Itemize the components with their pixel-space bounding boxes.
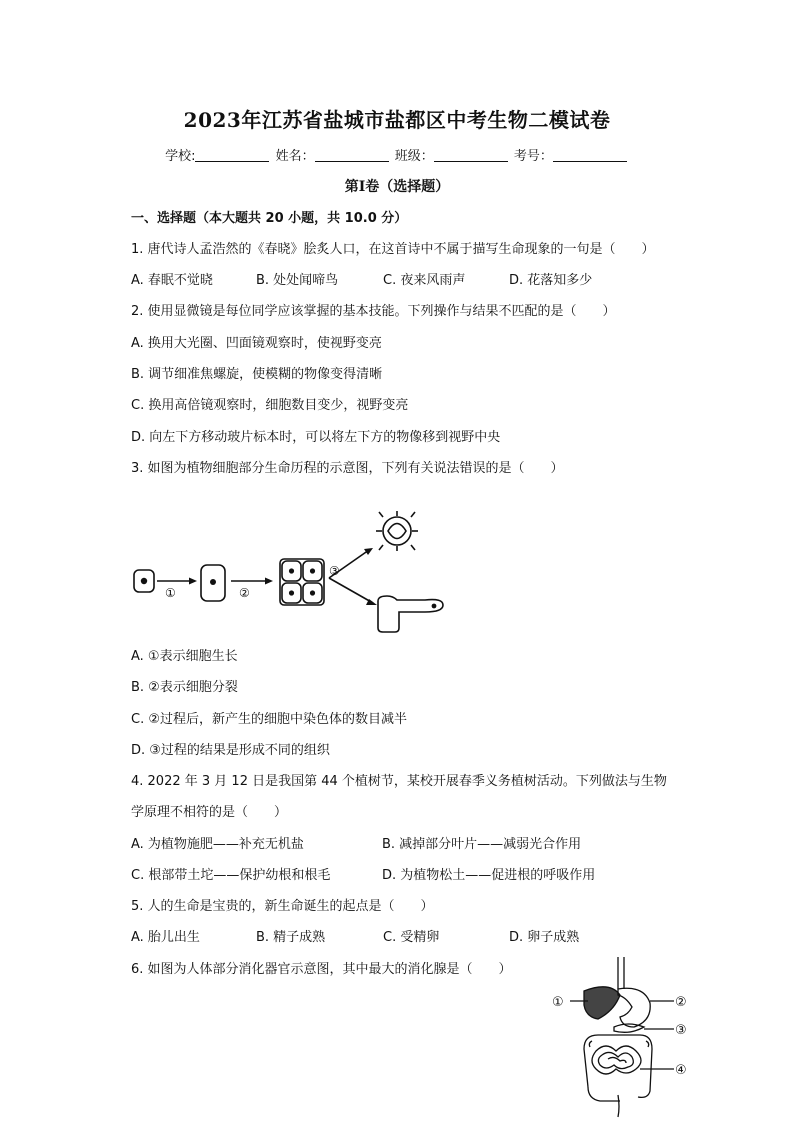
fig6-label-3: ③: [675, 1023, 687, 1038]
q4-option-a: A. 为植物施肥——补充无机盐: [131, 837, 304, 852]
q2-option-b: B. 调节细准焦螺旋，使模糊的物像变得清晰: [131, 367, 383, 382]
q2-option-c: C. 换用高倍镜观察时，细胞数目变少，视野变亮: [131, 398, 409, 413]
exam-no-label: 考号：: [513, 149, 553, 164]
fig3-label-3: ③: [329, 564, 340, 578]
question-4-stem: 4. 2022 年 3 月 12 日是我国第 44 个植树节，某校开展春季义务植树活动。下列做法与生物: [131, 774, 667, 789]
q5-option-d: D. 卵子成熟: [509, 930, 580, 945]
q1-option-b: B. 处处闻啼鸟: [256, 273, 339, 288]
fig6-label-1: ①: [552, 995, 564, 1010]
class-blank: [434, 147, 508, 162]
question-5-stem: 5. 人的生命是宝贵的，新生命诞生的起点是（ ）: [131, 899, 434, 914]
q4-option-c: C. 根部带土坨——保护幼根和根毛: [131, 868, 331, 883]
fig3-label-1: ①: [165, 586, 176, 600]
q3-option-a: A. ①表示细胞生长: [131, 649, 238, 664]
school-label: 学校:: [165, 149, 196, 164]
q3-option-b: B. ②表示细胞分裂: [131, 680, 238, 695]
question-2-stem: 2. 使用显微镜是每位同学应该掌握的基本技能。下列操作与结果不匹配的是（ ）: [131, 304, 616, 319]
digestive-system-figure: [548, 955, 698, 1120]
q5-option-b: B. 精子成熟: [256, 930, 326, 945]
q4-option-b: B. 减掉部分叶片——减弱光合作用: [382, 837, 582, 852]
student-info-line: [0, 145, 794, 164]
section-title: 第I卷（选择题）: [344, 179, 450, 195]
cell-life-cycle-figure: [125, 508, 455, 638]
q5-option-c: C. 受精卵: [383, 930, 440, 945]
q2-option-a: A. 换用大光圈、凹面镜观察时，使视野变亮: [131, 336, 382, 351]
fig6-label-4: ④: [675, 1063, 687, 1078]
page-title: 2023年江苏省盐城市盐都区中考生物二模试卷: [183, 108, 611, 132]
part-heading: 一、选择题（本大题共 20 小题，共 10.0 分）: [131, 211, 408, 226]
q2-option-d: D. 向左下方移动玻片标本时，可以将左下方的物像移到视野中央: [131, 430, 501, 445]
q3-option-c: C. ②过程后，新产生的细胞中染色体的数目减半: [131, 712, 407, 727]
q1-option-d: D. 花落知多少: [509, 273, 593, 288]
name-label: 姓名：: [275, 149, 315, 164]
q1-option-a: A. 春眠不觉晓: [131, 273, 213, 288]
class-label: 班级：: [394, 149, 434, 164]
q5-option-a: A. 胎儿出生: [131, 930, 200, 945]
q3-option-d: D. ③过程的结果是形成不同的组织: [131, 743, 330, 758]
q4-option-d: D. 为植物松土——促进根的呼吸作用: [382, 868, 596, 883]
fig3-label-2: ②: [239, 586, 250, 600]
question-1-stem: 1. 唐代诗人孟浩然的《春晓》脍炙人口，在这首诗中不属于描写生命现象的一句是（ ）: [131, 242, 655, 257]
name-blank: [315, 147, 389, 162]
question-3-stem: 3. 如图为植物细胞部分生命历程的示意图，下列有关说法错误的是（ ）: [131, 461, 564, 476]
question-4-stem-cont: 学原理不相符的是（ ）: [131, 805, 288, 820]
exam-no-blank: [553, 147, 627, 162]
question-6-stem: 6. 如图为人体部分消化器官示意图，其中最大的消化腺是（ ）: [131, 962, 512, 977]
school-blank: [195, 147, 269, 162]
fig6-label-2: ②: [675, 995, 687, 1010]
q1-option-c: C. 夜来风雨声: [383, 273, 466, 288]
